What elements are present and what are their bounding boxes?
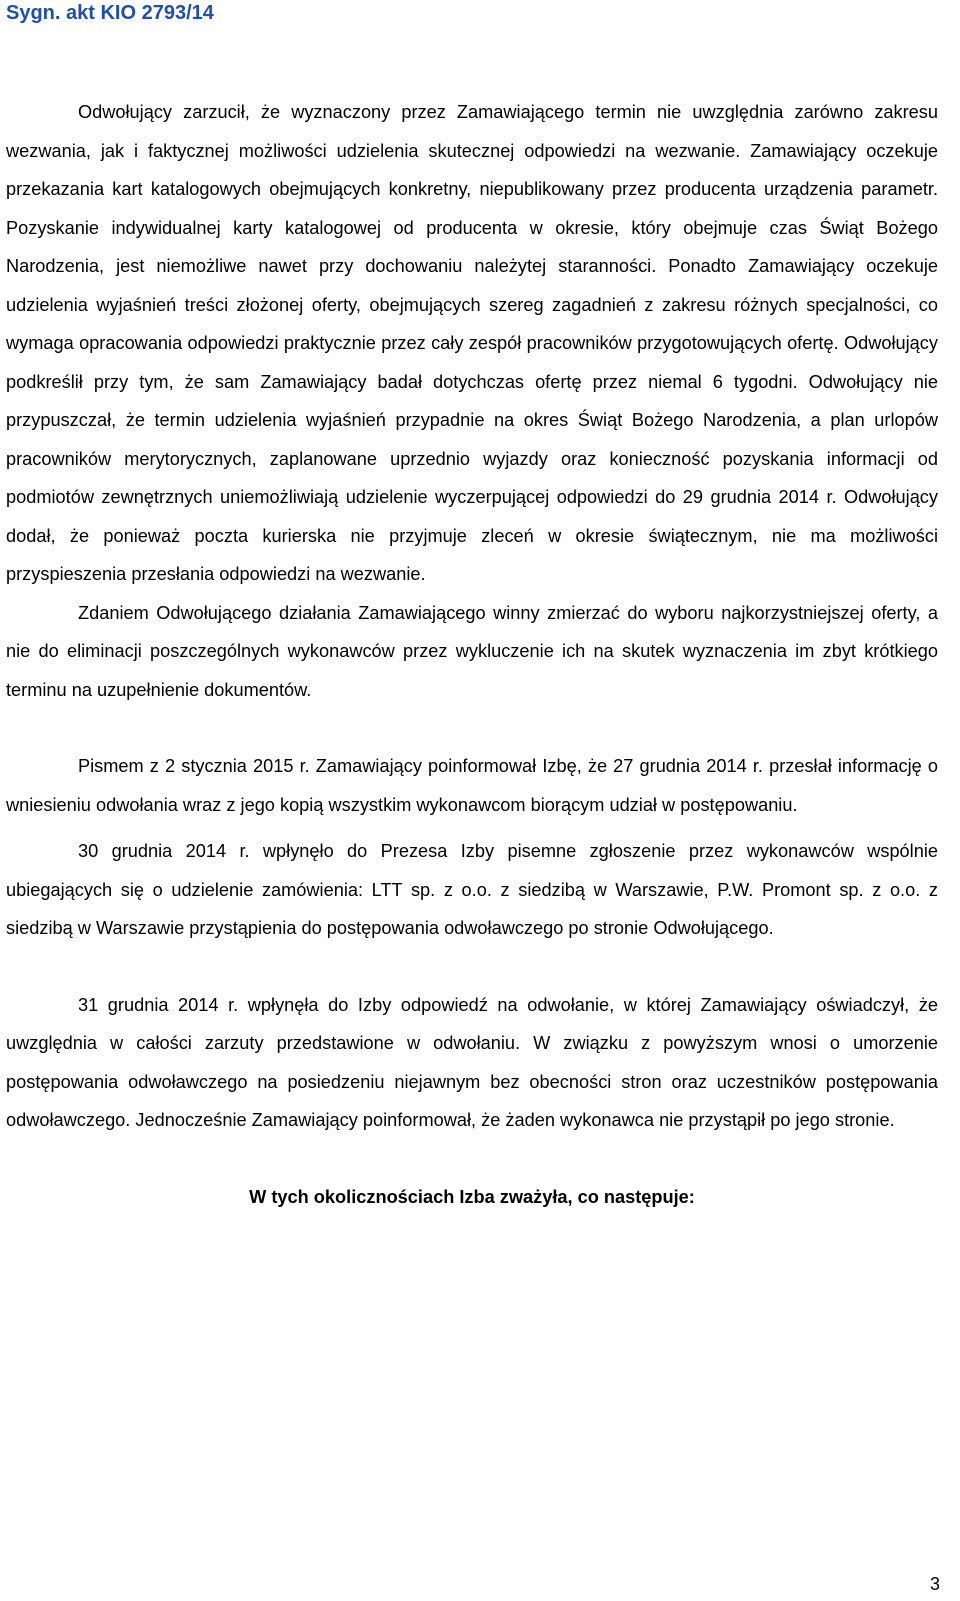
- paragraph-31-december: 31 grudnia 2014 r. wpłynęła do Izby odpowiedź na odwołanie, w której Zamawiający oświadczył, że uwzględnia w całości zarzuty przedstawione w odwołaniu. W związku z powyższym wnosi o umorzenie postępowania odwoławczego na posiedzeniu niejawnym bez obecności stron oraz uczestników postępowania odwoławczego. Jednocześnie Zamawiający poinformował, że żaden wykonawca nie przystąpił po jego stronie.: [6, 994, 938, 1130]
- document-header-title: Sygn. akt KIO 2793/14: [6, 2, 214, 24]
- paragraph-appellant-opinion: Zdaniem Odwołującego działania Zamawiającego winny zmierzać do wyboru najkorzystniejszej oferty, a nie do eliminacji poszczególnych wykonawców przez wykluczenie ich na skutek wyznaczenia im zbyt krótkiego terminu na uzupełnienie dokumentów.: [6, 602, 938, 700]
- paragraph-30-december: 30 grudnia 2014 r. wpłynęło do Prezesa Izby pisemne zgłoszenie przez wykonawców wspólnie ubiegających się o udzielenie zamówienia: LTT sp. z o.o. z siedzibą w Warszawie, P.W. Promont sp. z o.o. z siedzibą w Warszawie przystąpienia do postępowania odwoławczego po stronie Odwołującego.: [6, 841, 938, 938]
- paragraph-letter-2-january: Pismem z 2 stycznia 2015 r. Zamawiający poinformował Izbę, że 27 grudnia 2014 r. przesłał informację o wniesieniu odwołania wraz z jego kopią wszystkim wykonawcom biorącym udział w postępowaniu.: [6, 756, 938, 815]
- page-number: 3: [929, 1574, 940, 1594]
- section-heading: W tych okolicznościach Izba zważyła, co następuje:: [249, 1186, 695, 1207]
- document-body: [6, 93, 938, 1216]
- paragraph-appeal-claims: Odwołujący zarzucił, że wyznaczony przez Zamawiającego termin nie uwzględnia zarówno zakresu wezwania, jak i faktycznej możliwości udzielenia skutecznej odpowiedzi na wezwanie. Zamawiający oczekuje przekazania kart katalogowych obejmujących konkretny, niepublikowany przez producenta urządzenia parametr. Pozyskanie indywidualnej karty katalogowej od producenta w okresie, który obejmuje czas Świąt Bożego Narodzenia, jest niemożliwe nawet przy dochowaniu należytej staranności. Ponadto Zamawiający oczekuje udzielenia wyjaśnień treści złożonej oferty, obejmujących szereg zagadnień z zakresu różnych specjalności, co wymaga opracowania odpowiedzi praktycznie przez cały zespół pracowników przygotowujących ofertę. Odwołujący podkreślił przy tym, że sam Zamawiający badał dotychczas ofertę przez niemal 6 tygodni. Odwołujący nie przypuszczał, że termin udzielenia wyjaśnień przypadnie na okres Świąt Bożego Narodzenia, a plan urlopów pracowników merytorycznych, zaplanowane uprzednio wyjazdy oraz konieczność pozyskania informacji od podmiotów zewnętrznych uniemożliwiają udzielenie wyczerpującej odpowiedzi do 29 grudnia 2014 r. Odwołujący dodał, że ponieważ poczta kurierska nie przyjmuje zleceń w okresie świątecznym, nie ma możliwości przyspieszenia przesłania odpowiedzi na wezwanie.: [6, 102, 938, 584]
